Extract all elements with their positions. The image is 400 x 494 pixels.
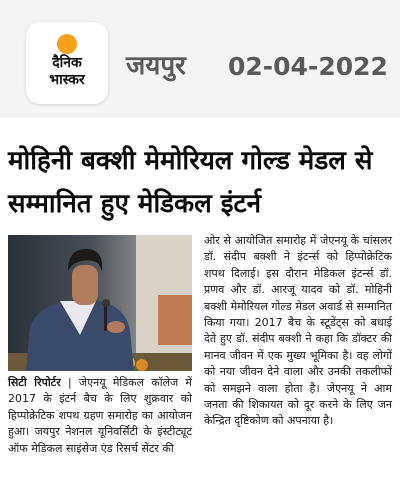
dainik-bhaskar-logo	[26, 22, 108, 104]
masthead	[0, 0, 400, 118]
byline-separator: |	[60, 376, 79, 389]
article-body-left-column	[8, 375, 192, 457]
article-headline: मोहिनी बक्शी मेमोरियल गोल्ड मेडल से सम्मानित हुए मेडिकल इंटर्न	[8, 146, 373, 219]
speaker-at-podium-photo	[8, 235, 192, 371]
logo-text-line2: भास्कर	[49, 72, 85, 88]
article-body-right-text: ओर से आयोजित समारोह में जेएनयू के चांसलर डॉ. संदीप बक्शी ने इंटर्न्स को हिप्पोक्रेटिक शपथ दिलाई। इस दौरान मेडिकल इंटर्न्स डॉ. प्रणव और डॉ. आरजू यादव को डॉ. मोहिनी बक्शी मेमोरियल गोल्ड मेडल अवार्ड से सम्मानित किया गया। 2017 बैच के स्टूडेंट्स को बधाई देते हुए डॉ. संदीप बक्शी ने कहा कि डॉक्टर की मानव जीवन में एक मुख्य भूमिका है। वह लोगों को नया जीवन देने वाला और उनकी तकलीफों को समझने वाला होता है। जेएनयू ने आम जनता की शिकायत को दूर करने के लिए जन केन्द्रित दृष्टिकोण को अपनाया है।	[204, 234, 392, 428]
article-body-left-text: जेएनयू मेडिकल कॉलेज में 2017 के इंटर्न बैच के लिए शुक्रवार को हिप्पोक्रेटिक शपथ ग्रहण समारोह का आयोजन हुआ। जयपुर नेशनल यूनिवर्सिटी के इंस्टीट्यूट ऑफ मेडिकल साइंसेज एंड रिसर्च सेंटर की	[8, 376, 193, 455]
sun-icon	[57, 34, 77, 54]
article-photo	[8, 235, 192, 371]
edition-date: 02-04-2022	[228, 52, 388, 81]
byline: सिटी रिपोर्टर	[8, 376, 61, 389]
article-body-right-column	[204, 233, 392, 430]
edition-city: जयपुर	[126, 51, 186, 81]
logo-text-line1: दैनिक	[52, 55, 82, 71]
